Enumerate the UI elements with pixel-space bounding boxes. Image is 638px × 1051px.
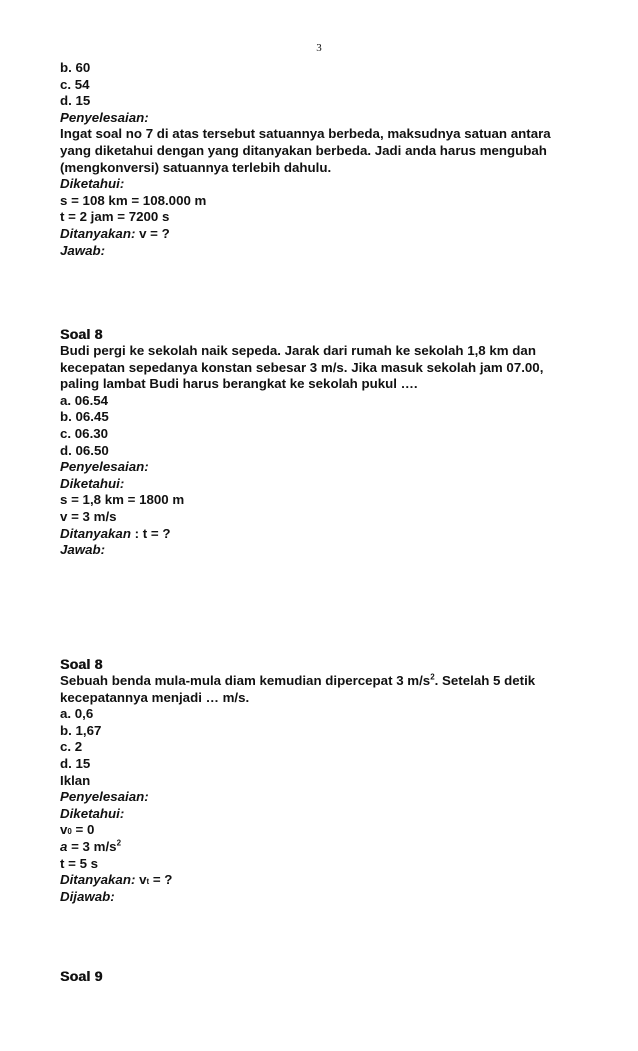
vt-subscript: t (146, 877, 150, 887)
given-distance: s = 108 km = 108.000 m (60, 192, 207, 208)
question-soal-8-first (60, 326, 580, 559)
a-superscript: 2 (116, 838, 122, 848)
option-c: c. 54 (60, 76, 90, 92)
jawab-label: Jawab: (60, 542, 106, 558)
a-symbol: a (60, 838, 68, 854)
page-number: 3 (316, 42, 322, 54)
option-b: b. 60 (60, 60, 91, 75)
previous-question-continuation (60, 60, 580, 259)
option-d: d. 15 (60, 93, 91, 109)
v0-symbol: v (60, 822, 68, 838)
option-a: a. 0,6 (60, 706, 94, 722)
option-c: c. 06.30 (60, 425, 109, 441)
ditanyakan-label: Ditanyakan (60, 525, 131, 541)
ditanyakan-label: Ditanyakan: (60, 872, 136, 888)
given-acceleration (60, 839, 580, 856)
ditanyakan-line (60, 226, 580, 243)
vt-value: = ? (149, 872, 173, 888)
question-heading: Soal 9 (60, 968, 103, 984)
option-d: d. 06.50 (60, 442, 109, 458)
v0-subscript: 0 (67, 827, 72, 837)
iklan-text: Iklan (60, 772, 91, 788)
given-time: t = 5 s (60, 855, 99, 871)
option-d: d. 15 (60, 755, 91, 771)
question-soal-9 (60, 968, 580, 985)
ditanyakan-line (60, 526, 580, 543)
given-velocity: v = 3 m/s (60, 508, 117, 524)
question-heading: Soal 8 (60, 326, 103, 342)
a-value: = 3 m/s (67, 838, 117, 854)
jawab-label: Jawab: (60, 242, 106, 258)
penyelesaian-label: Penyelesaian: (60, 109, 149, 125)
given-initial-velocity (60, 822, 580, 839)
question-superscript: 2 (430, 672, 435, 682)
option-b: b. 1,67 (60, 722, 102, 738)
option-b: b. 06.45 (60, 409, 109, 425)
vt-symbol: v (135, 872, 147, 888)
given-distance: s = 1,8 km = 1800 m (60, 492, 185, 508)
option-c: c. 2 (60, 739, 83, 755)
diketahui-label: Diketahui: (60, 805, 125, 821)
question-text (60, 673, 580, 706)
ditanyakan-value: v = ? (135, 225, 170, 241)
question-text-part2: . Setelah 5 detik kecepatannya menjadi … m/s. (60, 673, 536, 705)
question-heading: Soal 8 (60, 656, 103, 672)
dijawab-label: Dijawab: (60, 888, 115, 904)
ditanyakan-label: Ditanyakan: (60, 225, 136, 241)
ditanyakan-value: : t = ? (130, 525, 171, 541)
question-text: Budi pergi ke sekolah naik sepeda. Jarak dari rumah ke sekolah 1,8 km dan kecepatan sepedanya konstan sebesar 3 m/s. Jika masuk sekolah jam 07.00, paling lambat Budi harus berangkat ke sekolah pukul …. (60, 343, 544, 392)
given-time: t = 2 jam = 7200 s (60, 209, 170, 225)
penyelesaian-label: Penyelesaian: (60, 459, 149, 475)
question-text-part1: Sebuah benda mula-mula diam kemudian dipercepat 3 m/s (60, 673, 431, 688)
v0-value: = 0 (71, 822, 95, 838)
diketahui-label: Diketahui: (60, 176, 125, 192)
explanation-paragraph: Ingat soal no 7 di atas tersebut satuannya berbeda, maksudnya satuan antara yang diketahui dengan yang ditanyakan berbeda. Jadi anda harus mengubah (mengkonversi) satuannya terlebih dahulu. (60, 126, 551, 175)
diketahui-label: Diketahui: (60, 475, 125, 491)
ditanyakan-line (60, 872, 580, 889)
question-soal-8-second (60, 656, 580, 905)
penyelesaian-label: Penyelesaian: (60, 789, 149, 805)
option-a: a. 06.54 (60, 392, 109, 408)
